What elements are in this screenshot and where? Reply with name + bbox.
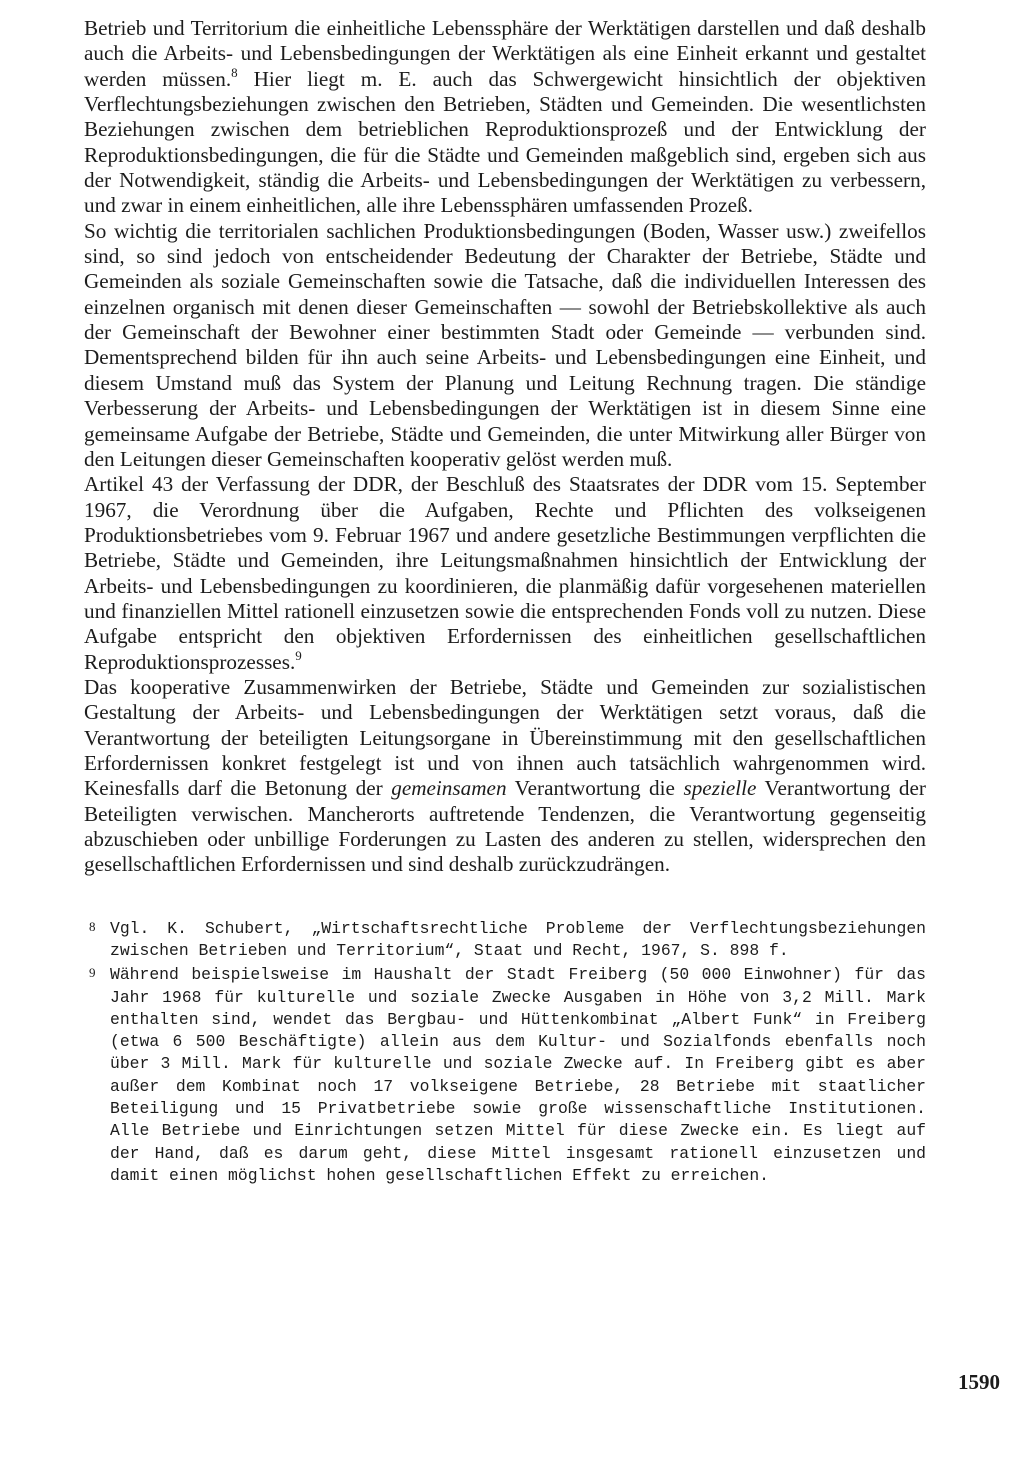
paragraph-4-text-c: Verantwortung der Beteiligten verwischen. Mancherorts auftretende Tendenzen, die Verantwortung gegenseitig abzuschieben oder unbillige Forderungen zu Lasten des anderen zu stellen, widersprechen den gesellschaftlichen Erfordernissen und sind deshalb zurückzudrängen.	[84, 776, 926, 877]
paragraph-4-text-b: Verantwortung die	[506, 776, 684, 801]
emphasis-gemeinsamen: gemeinsamen	[391, 776, 507, 801]
paragraph-2: So wichtig die territorialen sachlichen Produktionsbedingungen (Boden, Wasser usw.) zweifellos sind, so sind jedoch von entscheidender Bedeutung der Charakter der Betriebe, Städte und Gemeinden als soziale Gemeinschaften sowie die Tatsache, daß die individuellen Interessen des einzelnen organisch mit denen dieser Gemeinschaften — sowohl der Betriebskollektive als auch der Gemeinschaft der Bewohner einer bestimmten Stadt oder Gemeinde — verbunden sind. Dementsprechend bilden für ihn auch seine Arbeits- und Lebensbedingungen eine Einheit, und diesem Umstand muß das System der Planung und Leitung Rechnung tragen. Die ständige Verbesserung der Arbeits- und Lebensbedingungen der Werktätigen ist in diesem Sinne eine gemeinsame Aufgabe der Betriebe, Städte und Gemeinden, die unter Mitwirkung aller Bürger von den Leitungen dieser Gemeinschaften kooperativ gelöst werden muß.	[84, 218, 926, 471]
page-number: 1590	[958, 1370, 1000, 1394]
emphasis-spezielle: spezielle	[683, 776, 757, 801]
footnote-ref-8[interactable]: 8	[231, 64, 238, 80]
paragraph-3-text-a: Artikel 43 der Verfassung der DDR, der Beschluß des Staatsrates der DDR vom 15. September 1967, die Verordnung über die Aufgaben, Rechte und Pflichten des volkseigenen Produktionsbetriebes vom 9. Februar 1967 und andere gesetzliche Bestimmungen verpflichten die Betriebe, Städte und Gemeinden, ihre Leitungsmaßnahmen hinsichtlich der Entwicklung der Arbeits- und Lebensbedingungen zu koordinieren, die planmäßig dafür vorgesehenen materiellen und finanziellen Mittel rationell einzusetzen sowie die entsprechenden Fonds voll zu nutzen. Diese Aufgabe entspricht den objektiven Erfordernissen des einheitlichen gesellschaftlichen Reproduktionsprozesses.	[84, 472, 926, 674]
footnote-ref-9[interactable]: 9	[295, 647, 302, 663]
paragraph-1	[84, 16, 926, 219]
footnote-9	[84, 964, 926, 1187]
footnotes	[84, 918, 926, 1188]
paragraph-4-text-a: Das kooperative Zusammenwirken der Betriebe, Städte und Gemeinden zur sozialistischen Gestaltung der Arbeits- und Lebensbedingungen der Werktätigen setzt voraus, daß die Verantwortung der beteiligten Leitungsorgane in Übereinstimmung mit den gesellschaftlichen Erfordernissen konkret festgelegt ist und von ihnen auch tatsächlich wahrgenommen wird. Keinesfalls darf die Betonung der	[84, 674, 926, 801]
paragraph-3	[84, 472, 926, 675]
footnote-mark: 9	[89, 965, 96, 981]
footnote-mark: 8	[89, 918, 96, 934]
footnote-8	[84, 918, 926, 963]
footnote-text: Vgl. K. Schubert, „Wirtschaftsrechtliche Probleme der Verflechtungsbeziehungen zwischen Betrieben und Territorium“, Staat und Recht, 1967, S. 898 f.	[110, 918, 926, 960]
paragraph-4	[84, 675, 926, 878]
document-page	[84, 16, 926, 1189]
paragraph-1-text-a: Betrieb und Territorium die einheitliche Lebenssphäre der Werktätigen darstellen und daß deshalb auch die Arbeits- und Lebensbedingungen der Werktätigen als eine Einheit erkannt und gestaltet werden müssen.	[84, 16, 926, 91]
footnote-text: Während beispielsweise im Haushalt der Stadt Freiberg (50 000 Einwohner) für das Jahr 1968 für kulturelle und soziale Zwecke Ausgaben in Höhe von 3,2 Mill. Mark enthalten sind, wendet das Bergbau- und Hüttenkombinat „Albert Funk“ in Freiberg (etwa 6 500 Beschäftigte) allein aus dem Kultur- und Sozialfonds ebenfalls noch über 3 Mill. Mark für kulturelle und soziale Zwecke auf. In Freiberg gibt es aber außer dem Kombinat noch 17 volkseigene Betriebe, 28 Betriebe mit staatlicher Beteiligung und 15 Privatbetriebe sowie große wissenschaftliche Institutionen. Alle Betriebe und Einrichtungen setzen Mittel für diese Zwecke ein. Es liegt auf der Hand, daß es darum geht, diese Mittel insgesamt rationell einzusetzen und damit einen möglichst hohen gesellschaftlichen Effekt zu erreichen.	[110, 965, 926, 1185]
paragraph-1-text-b: Hier liegt m. E. auch das Schwergewicht hinsichtlich der objektiven Verflechtungsbeziehungen zwischen den Betrieben, Städten und Gemeinden. Die wesentlichsten Beziehungen zwischen dem betrieblichen Reproduktionsprozeß und der Entwicklung der Reproduktionsbedingungen, die für die Städte und Gemeinden maßgeblich sind, ergeben sich aus der Notwendigkeit, ständig die Arbeits- und Lebensbedingungen der Werktätigen zu verbessern, und zwar in einem einheitlichen, alle ihre Lebenssphären umfassenden Prozeß.	[84, 66, 926, 218]
